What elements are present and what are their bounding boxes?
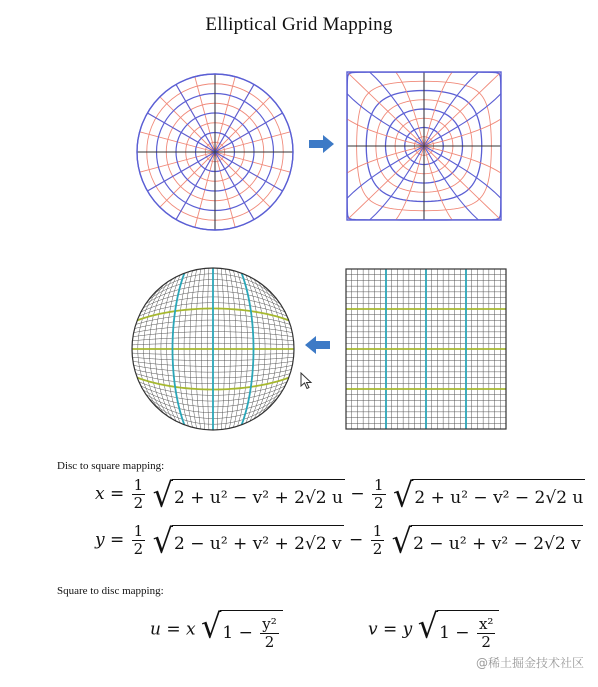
square-grid-figure xyxy=(345,268,507,430)
disc-to-square-label: Disc to square mapping: xyxy=(57,460,165,472)
formula-y-var: y xyxy=(95,530,105,550)
formula-x-var: x xyxy=(95,484,105,504)
formula-x-half-b: $\frac{1}{2}$ xyxy=(374,476,384,512)
disc-polar-grid-lines xyxy=(137,74,293,230)
formula-y-root-a: √ 2 − u² + v² + 2√2 v xyxy=(152,520,342,561)
formula-y-root-b: √ 2 − u² + v² − 2√2 v xyxy=(391,520,581,561)
formula-y: y = $\frac{1}{2}$ √ 2 − u² + v² + 2√2 v − $\frac{1}{2}$ √ 2 − u² + v² − 2√2 v xyxy=(95,520,581,561)
formula-x-half-a: $\frac{1}{2}$ xyxy=(133,476,144,512)
formula-v-var: v xyxy=(368,619,378,640)
formula-y-half-b: $\frac{1}{2}$ xyxy=(372,522,383,558)
square-to-disc-label: Square to disc mapping: xyxy=(57,585,164,597)
page-title: Elliptical Grid Mapping xyxy=(205,14,393,35)
disc-mapped-grid-lines xyxy=(132,268,294,430)
formula-y-half-a: $\frac{1}{2}$ xyxy=(133,522,144,558)
watermark: @稀土掘金技术社区 xyxy=(475,656,584,670)
mouse-cursor-icon xyxy=(300,372,314,390)
arrow-right-icon xyxy=(309,134,335,154)
formula-u-var: u xyxy=(150,619,161,640)
formula-x-root-a: √ 2 + u² − v² + 2√2 u xyxy=(152,474,343,515)
formula-u-root: √ 1 − $\frac{\text{y²}}{2}$ xyxy=(201,610,283,650)
disc-polar-grid-figure xyxy=(135,72,295,232)
formula-v-root: √ 1 − $\frac{\text{x²}}{2}$ xyxy=(418,610,500,650)
formula-x-root-b: √ 2 + u² − v² − 2√2 u xyxy=(393,474,584,515)
formula-x: x = $\frac{1}{2}$ √ 2 + u² − v² + 2√2 u − $\frac{1}{2}$ √ 2 + u² − v² − 2√2 u xyxy=(95,474,584,515)
arrow-left-icon xyxy=(305,335,331,355)
formula-v: v = y √ 1 − $\frac{\text{x²}}{2}$ xyxy=(368,610,499,650)
disc-mapped-grid-figure xyxy=(130,266,296,432)
square-grid-lines xyxy=(346,269,506,429)
square-polar-grid-lines xyxy=(347,72,501,220)
square-polar-grid-figure xyxy=(345,70,503,222)
formula-u: u = x √ 1 − $\frac{\text{y²}}{2}$ xyxy=(150,610,283,650)
